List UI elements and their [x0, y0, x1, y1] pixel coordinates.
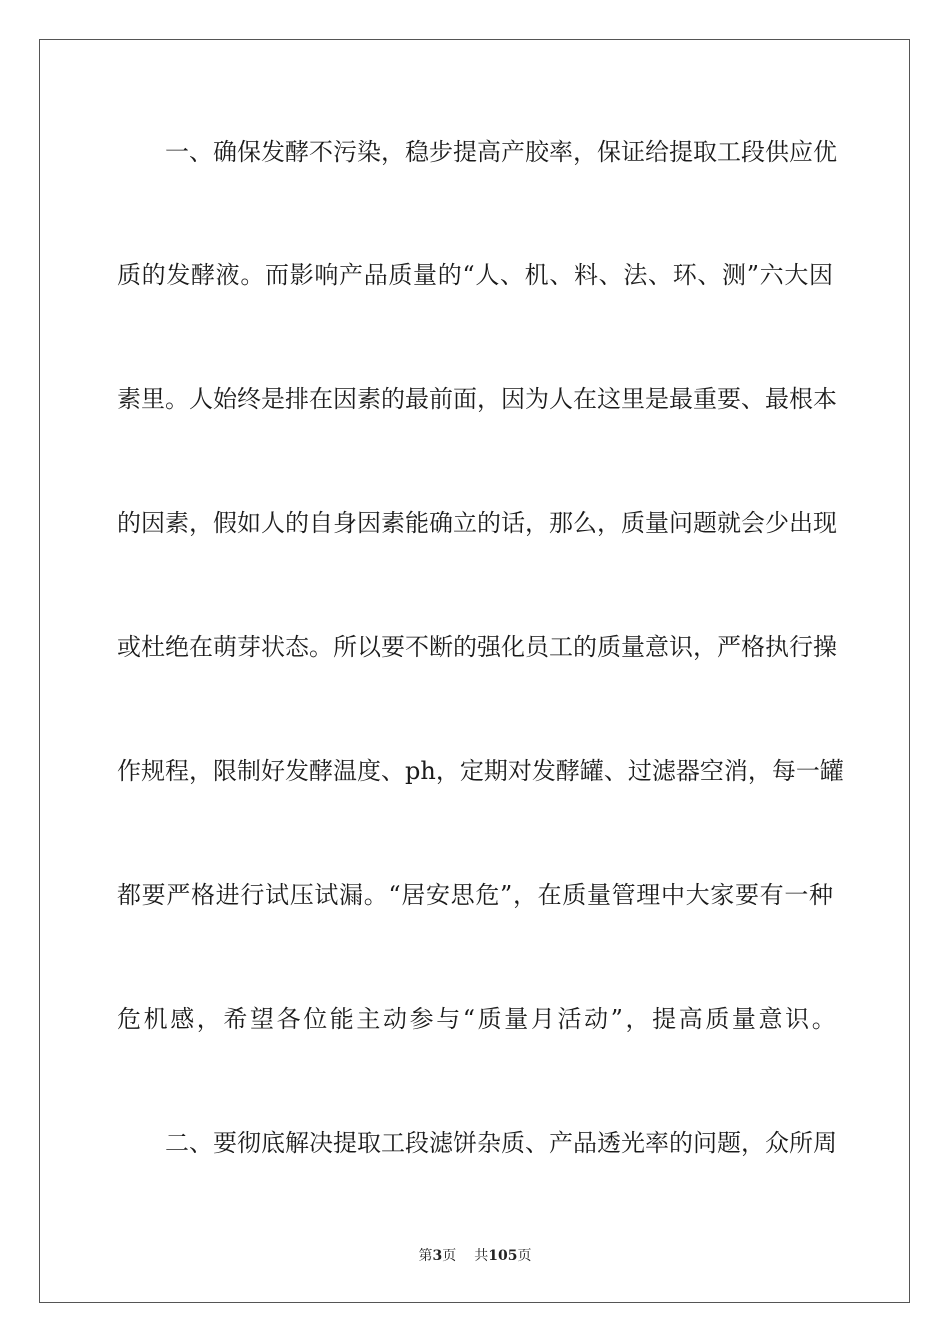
page-suffix: 页: [442, 1248, 457, 1264]
paragraph-1-line-7: 都要严格进行试压试漏。“居安思危”，在质量管理中大家要有一种: [117, 881, 833, 909]
paragraph-1-line-1: 一、确保发酵不污染，稳步提高产胶率，保证给提取工段供应优: [165, 138, 837, 166]
page-prefix: 第: [418, 1248, 433, 1264]
page-border: [39, 39, 910, 1303]
paragraph-1-line-6: 作规程，限制好发酵温度、ph，定期对发酵罐、过滤器空消，每一罐: [117, 757, 844, 785]
page-number: 3: [432, 1248, 443, 1264]
page-footer: [0, 1246, 950, 1266]
total-pages: 105: [488, 1248, 518, 1264]
total-prefix: 共: [474, 1248, 489, 1264]
paragraph-1-line-3: 素里。人始终是排在因素的最前面，因为人在这里是最重要、最根本: [117, 385, 837, 413]
paragraph-1-line-8: 危机感，希望各位能主动参与“质量月活动”，提高质量意识。: [117, 1005, 839, 1033]
paragraph-1-line-5: 或杜绝在萌芽状态。所以要不断的强化员工的质量意识，严格执行操: [117, 633, 837, 661]
paragraph-1-line-2: 质的发酵液。而影响产品质量的“人、机、料、法、环、测”六大因: [117, 261, 833, 289]
paragraph-1-line-4: 的因素，假如人的自身因素能确立的话，那么，质量问题就会少出现: [117, 509, 837, 537]
total-suffix: 页: [517, 1248, 532, 1264]
paragraph-2-line-1: 二、要彻底解决提取工段滤饼杂质、产品透光率的问题，众所周: [165, 1129, 837, 1157]
